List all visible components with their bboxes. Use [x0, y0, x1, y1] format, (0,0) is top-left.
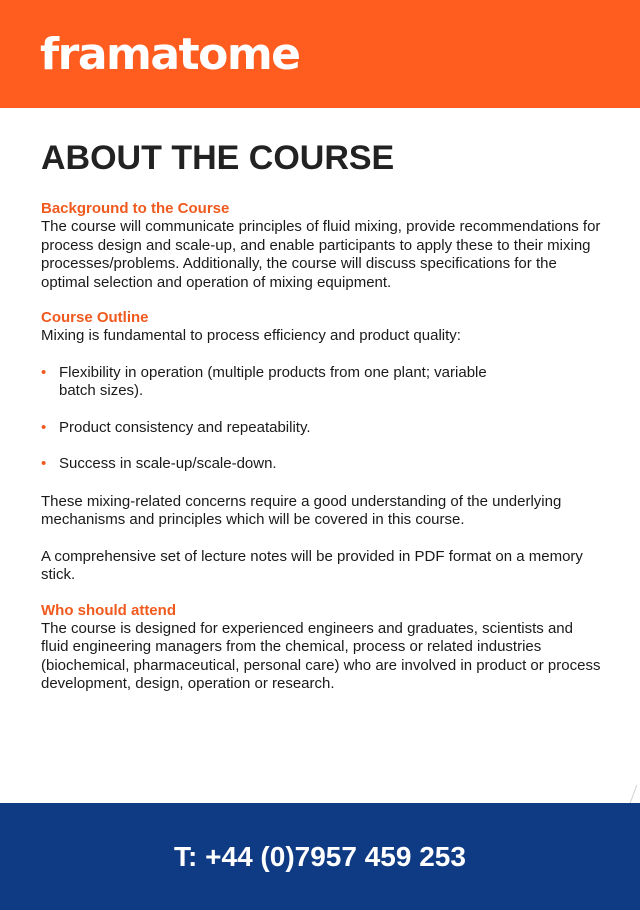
section-body-attend: The course is designed for experienced engineers and graduates, scientists and fluid engineering managers from the chemical, process or related industries (biochemical, pharmaceutical, personal care) who are involved in product or process development, design, operation or research.	[41, 619, 601, 692]
outline-bullet-list	[41, 364, 601, 474]
outline-paragraph-notes: A comprehensive set of lecture notes will be provided in PDF format on a memory stick.	[41, 547, 583, 583]
list-item	[41, 455, 601, 474]
outline-paragraph-concerns: These mixing-related concerns require a good understanding of the underlying mechanisms and principles which will be covered in this course.	[41, 492, 562, 528]
bullet-dot-icon: •	[41, 418, 47, 436]
framatome-logo: framatome	[40, 29, 300, 80]
bullet-text: Flexibility in operation (multiple products from one plant; variable batch sizes).	[59, 363, 487, 399]
header-banner	[0, 0, 640, 108]
phone-number: T: +44 (0)7957 459 253	[174, 841, 466, 872]
section-heading-attend: Who should attend	[41, 601, 176, 619]
bullet-dot-icon: •	[41, 455, 47, 472]
list-item	[41, 364, 601, 401]
footer-banner	[0, 803, 640, 910]
section-heading-outline: Course Outline	[41, 309, 149, 326]
section-heading-background: Background to the Course	[41, 200, 230, 217]
page-corner-mark	[630, 785, 640, 803]
section-body-background: The course will communicate principles of fluid mixing, provide recommendations for process design and scale-up, and enable participants to apply these to their mixing processes/problems. Additionally, the course will discuss specifications for the optimal selection and operation of mixing equipment.	[41, 218, 601, 291]
list-item	[41, 419, 601, 438]
page-title: ABOUT THE COURSE	[41, 139, 395, 177]
bullet-text: Product consistency and repeatability.	[59, 418, 311, 436]
section-outline	[41, 309, 601, 585]
main-content	[41, 138, 601, 711]
bullet-text: Success in scale-up/scale-down.	[59, 455, 277, 472]
bullet-dot-icon: •	[41, 363, 47, 381]
section-background	[41, 200, 601, 292]
outline-intro: Mixing is fundamental to process efficiency and product quality:	[41, 327, 461, 344]
section-attend	[41, 602, 601, 694]
